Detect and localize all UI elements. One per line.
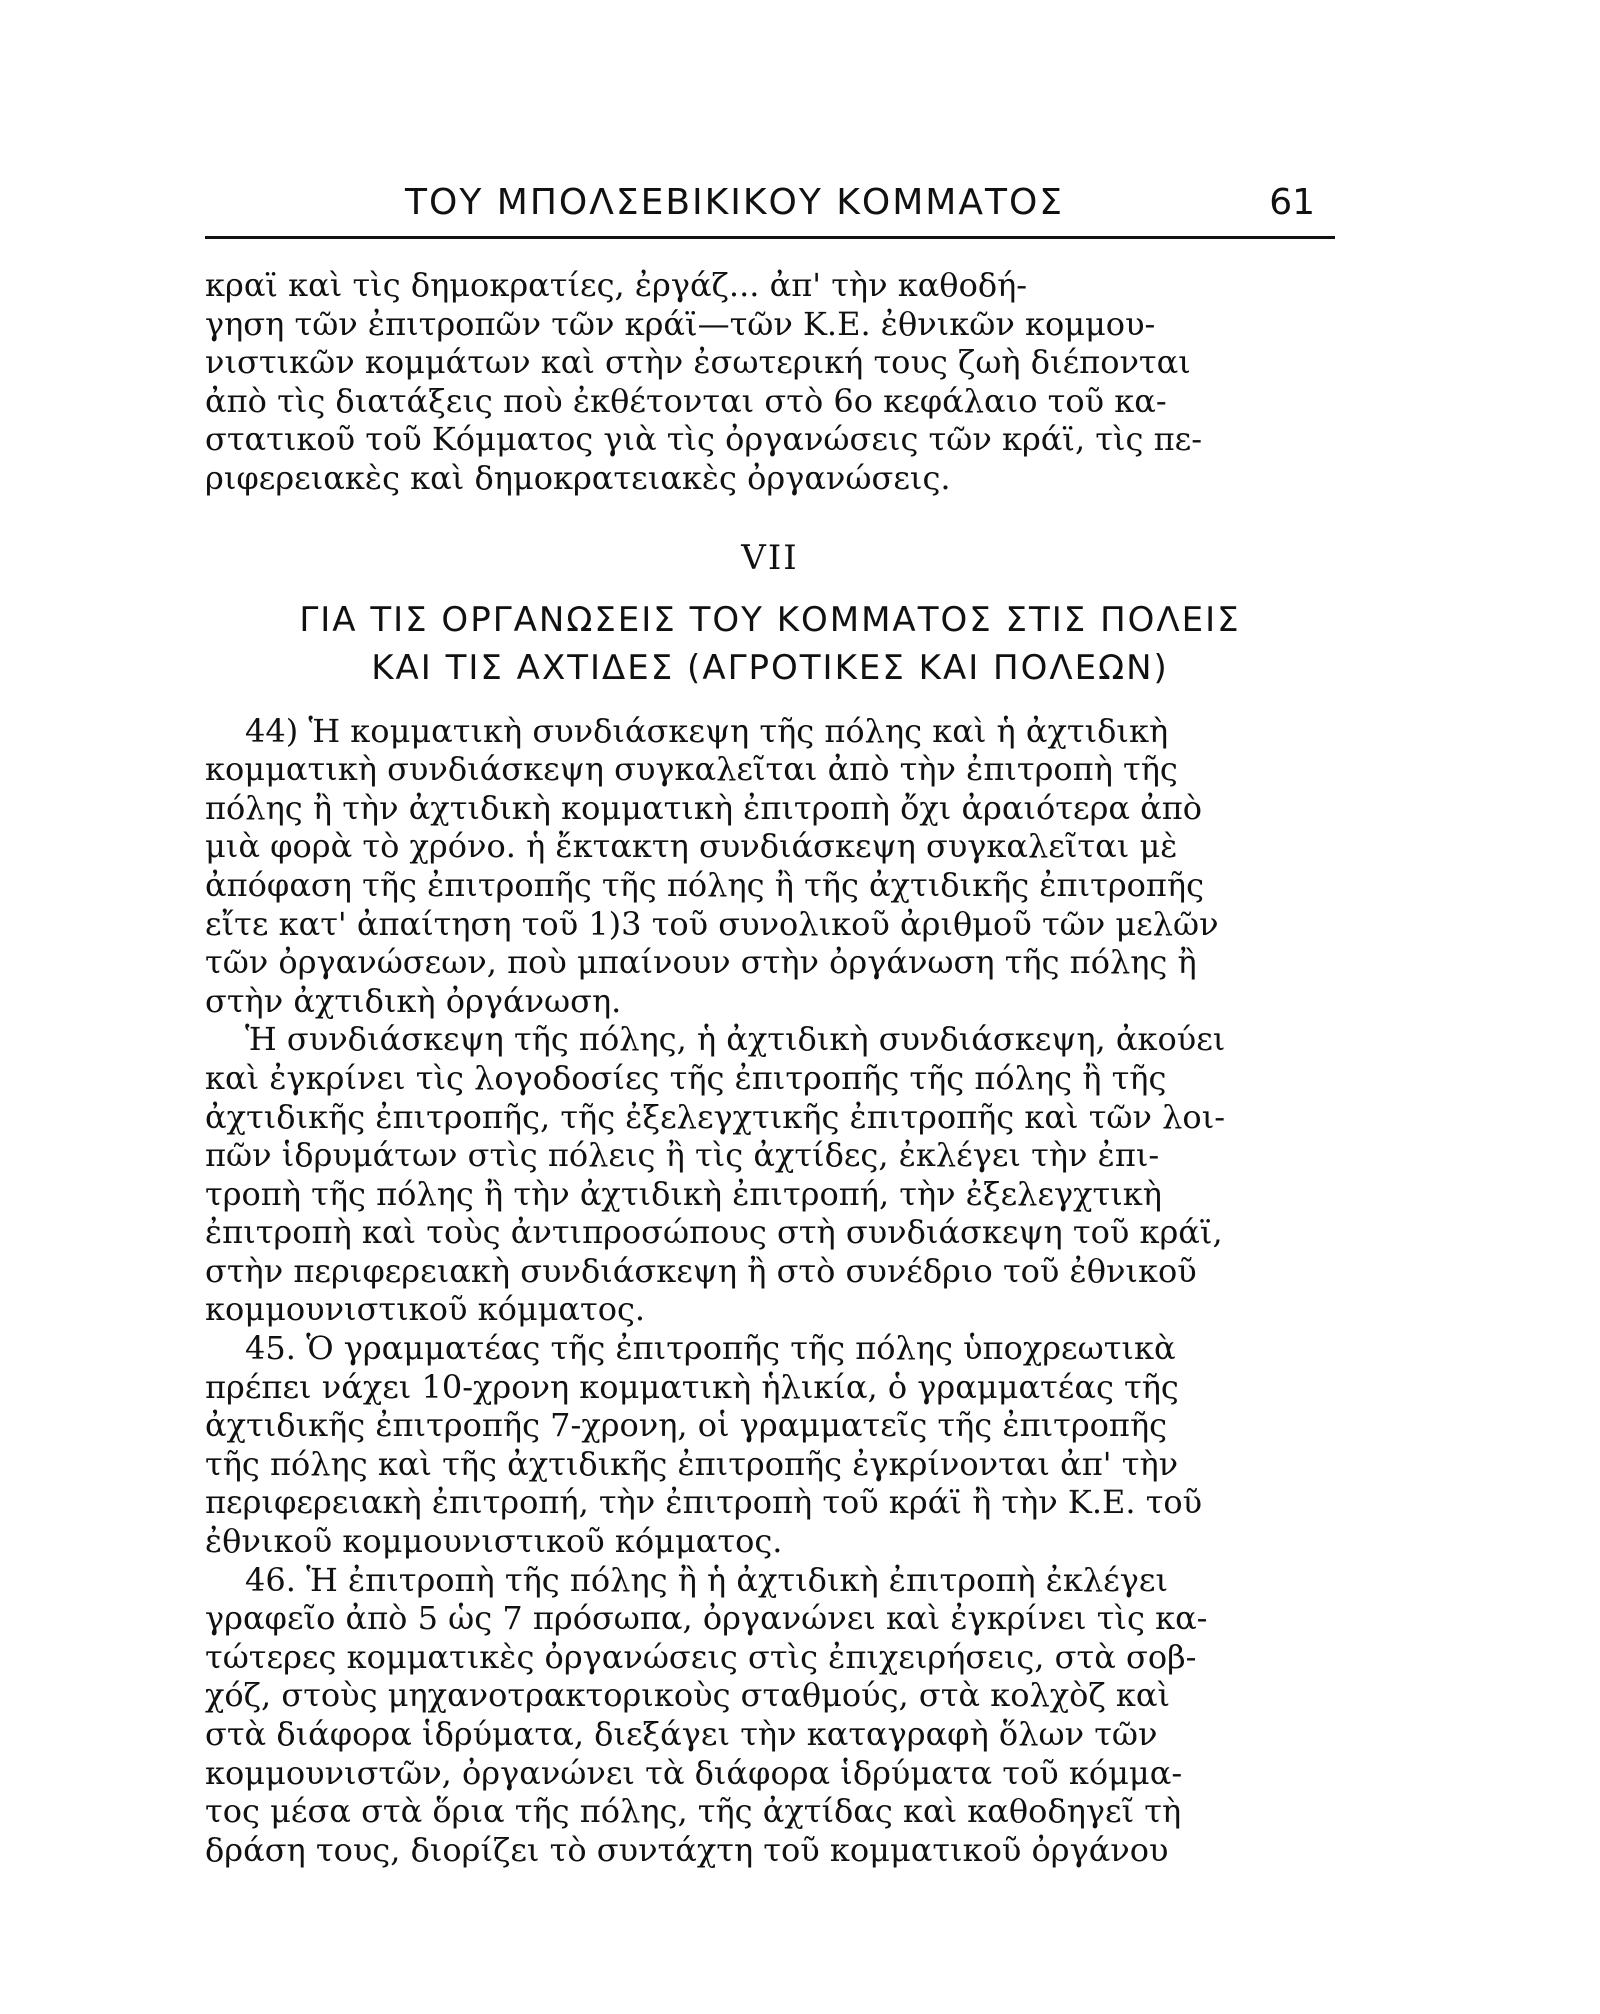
text-line: τροπὴ τῆς πόλης ἢ τὴν ἀχτιδικὴ ἐπιτροπή, τὴν ἐξελεγχτικὴ xyxy=(205,1174,1162,1213)
text-line: κομματικὴ συνδιάσκεψη συγκαλεῖται ἀπὸ τὴν ἐπιτροπὴ τῆς xyxy=(205,750,1178,789)
text-line: ἀπόφαση τῆς ἐπιτροπῆς τῆς πόλης ἢ τῆς ἀχτιδικῆς ἐπιτροπῆς xyxy=(205,865,1205,904)
text-line: χόζ, στοὺς μηχανοτρακτορικοὺς σταθμούς, στὰ κολχὸζ καὶ xyxy=(205,1676,1171,1715)
text-line: γραφεῖο ἀπὸ 5 ὡς 7 πρόσωπα, ὀργανώνει καὶ ἐγκρίνει τὶς κα- xyxy=(205,1599,1208,1638)
text-line: κραϊ καὶ τὶς δημοκρατίες, ἐργάζ... ἀπ' τὴν καθοδή- xyxy=(205,266,1028,304)
text-line: ἐπιτροπὴ καὶ τοὺς ἀντιπροσώπους στὴ συνδιάσκεψη τοῦ κράϊ, xyxy=(205,1213,1223,1252)
text-line: 46. Ἡ ἐπιτροπὴ τῆς πόλης ἢ ἡ ἀχτιδικὴ ἐπιτροπὴ ἐκλέγει xyxy=(245,1560,1168,1599)
text-line: εἴτε κατ' ἀπαίτηση τοῦ 1)3 τοῦ συνολικοῦ ἀριθμοῦ τῶν μελῶν xyxy=(205,904,1219,943)
text-line: 44) Ἡ κομματικὴ συνδιάσκεψη τῆς πόλης καὶ ἡ ἀχτιδικὴ xyxy=(245,711,1169,750)
text-line: τῶν ὀργανώσεων, ποὺ μπαίνουν στὴν ὀργάνωση τῆς πόλης ἢ xyxy=(205,943,1197,982)
text-line: τος μέσα στὰ ὅρια τῆς πόλης, τῆς ἀχτίδας καὶ καθοδηγεῖ τὴ xyxy=(205,1792,1182,1831)
text-line: ἀχτιδικῆς ἐπιτροπῆς 7-χρονη, οἱ γραμματεῖς τῆς ἐπιτροπῆς xyxy=(205,1406,1168,1445)
text-line: νιστικῶν κομμάτων καὶ στὴν ἐσωτερική τους ζωὴ διέπονται xyxy=(205,343,1191,382)
text-line: πρέπει νάχει 10-χρονη κομματικὴ ἡλικία, ὁ γραμματέας τῆς xyxy=(205,1367,1179,1406)
text-line: ριφερειακὲς καὶ δημοκρατειακὲς ὀργανώσεις. xyxy=(205,458,951,497)
text-line: στὰ διάφορα ἱδρύματα, διεξάγει τὴν καταγραφὴ ὅλων τῶν xyxy=(205,1715,1158,1753)
text-line: στὴν ἀχτιδικὴ ὀργάνωση. xyxy=(205,981,622,1020)
text-line: καὶ ἐγκρίνει τὶς λογοδοσίες τῆς ἐπιτροπῆς τῆς πόλης ἢ τῆς xyxy=(205,1058,1167,1097)
page-number: 61 xyxy=(1269,182,1315,223)
text-line: στατικοῦ τοῦ Κόμματος γιὰ τὶς ὀργανώσεις τῶν κράϊ, τὶς πε- xyxy=(205,420,1203,459)
text-line: 45. Ὁ γραμματέας τῆς ἐπιτροπῆς τῆς πόλης ὑποχρεωτικὰ xyxy=(245,1329,1176,1368)
section-heading-line: ΚΑΙ ΤΙΣ ΑΧΤΙΔΕΣ (ΑΓΡΟΤΙΚΕΣ ΚΑΙ ΠΟΛΕΩΝ) xyxy=(371,647,1169,688)
paragraph-44-continued xyxy=(205,1020,1335,1329)
text-line: ἀχτιδικῆς ἐπιτροπῆς, τῆς ἐξελεγχτικῆς ἐπιτροπῆς καὶ τῶν λοι- xyxy=(205,1097,1226,1136)
text-line: γηση τῶν ἐπιτροπῶν τῶν κράϊ—τῶν Κ.Ε. ἐθνικῶν κομμου- xyxy=(205,304,1156,343)
text-line: περιφερειακὴ ἐπιτροπή, τὴν ἐπιτροπὴ τοῦ κράϊ ἢ τὴν Κ.Ε. τοῦ xyxy=(205,1483,1203,1522)
text-line: δράση τους, διορίζει τὸ συντάχτη τοῦ κομματικοῦ ὀργάνου xyxy=(205,1830,1169,1869)
text-line: Ἡ συνδιάσκεψη τῆς πόλης, ἡ ἀχτιδικὴ συνδιάσκεψη, ἀκούει xyxy=(245,1020,1226,1059)
text-line: τώτερες κομματικὲς ὀργανώσεις στὶς ἐπιχειρήσεις, στὰ σοβ- xyxy=(205,1637,1197,1676)
text-line: κομμουνιστικοῦ κόμματος. xyxy=(205,1290,646,1329)
running-title: ΤΟΥ ΜΠΟΛΣΕΒΙΚΙΚΟΥ ΚΟΜΜΑΤΟΣ xyxy=(405,182,1065,223)
text-line: τῆς πόλης καὶ τῆς ἀχτιδικῆς ἐπιτροπῆς ἐγκρίνονται ἀπ' τὴν xyxy=(205,1444,1179,1483)
header-rule xyxy=(205,236,1335,239)
book-page xyxy=(205,170,1335,1869)
running-header xyxy=(205,170,1335,240)
text-line: πῶν ἱδρυμάτων στὶς πόλεις ἢ τὶς ἀχτίδες, ἐκλέγει τὴν ἐπι- xyxy=(205,1136,1160,1175)
paragraph-45 xyxy=(205,1329,1335,1561)
text-line: κομμουνιστῶν, ὀργανώνει τὰ διάφορα ἱδρύματα τοῦ κόμμα- xyxy=(205,1753,1183,1792)
section-heading-line: ΓΙΑ ΤΙΣ ΟΡΓΑΝΩΣΕΙΣ ΤΟΥ ΚΟΜΜΑΤΟΣ ΣΤΙΣ ΠΟΛΕΙΣ xyxy=(299,599,1241,640)
text-line: ἐθνικοῦ κομμουνιστικοῦ κόμματος. xyxy=(205,1522,783,1561)
paragraph-44 xyxy=(205,712,1335,1021)
text-line: ἀπὸ τὶς διατάξεις ποὺ ἐκθέτονται στὸ 6ο κεφάλαιο τοῦ κα- xyxy=(205,381,1167,420)
section-number: VII xyxy=(741,537,799,578)
intro-paragraph xyxy=(205,266,1335,498)
text-line: πόλης ἢ τὴν ἀχτιδικὴ κομματικὴ ἐπιτροπὴ ὄχι ἀραιότερα ἀπὸ xyxy=(205,788,1203,827)
text-line: μιὰ φορὰ τὸ χρόνο. ἡ ἔκτακτη συνδιάσκεψη συγκαλεῖται μὲ xyxy=(205,827,1178,866)
text-line: στὴν περιφερειακὴ συνδιάσκεψη ἢ στὸ συνέδριο τοῦ ἐθνικοῦ xyxy=(205,1251,1197,1290)
section-heading xyxy=(205,596,1335,692)
paragraph-46 xyxy=(205,1561,1335,1870)
